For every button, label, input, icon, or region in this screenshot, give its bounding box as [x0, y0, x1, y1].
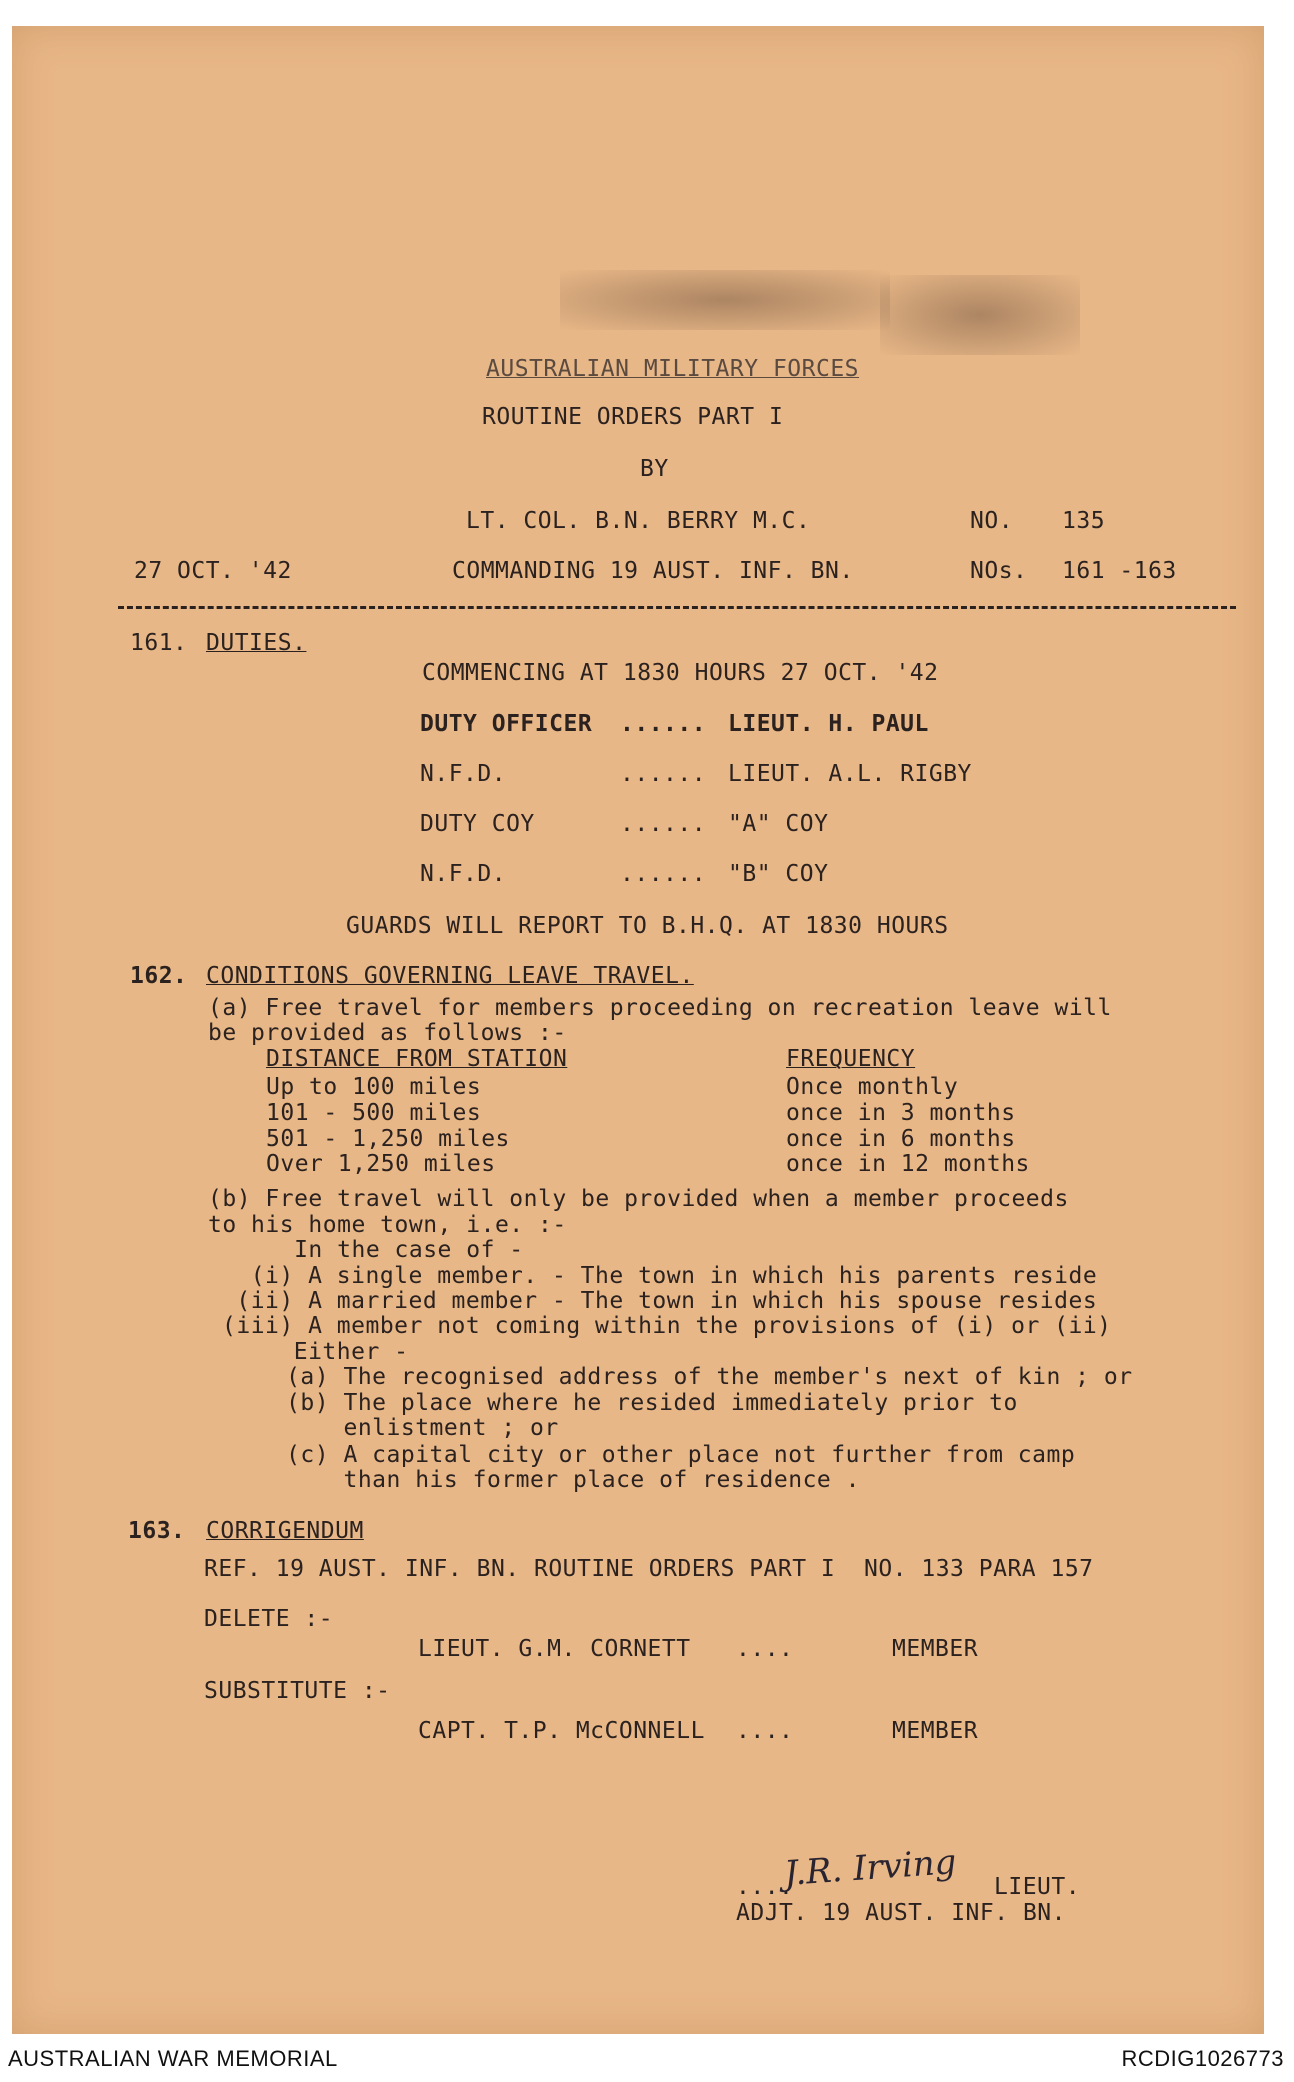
order-date: 27 OCT. '42 [134, 558, 292, 584]
archive-id: RCDIG1026773 [1121, 2046, 1284, 2071]
command-line: COMMANDING 19 AUST. INF. BN. [452, 558, 854, 584]
distance-column-header: DISTANCE FROM STATION [266, 1046, 568, 1072]
delete-name: LIEUT. G.M. CORNETT [418, 1636, 691, 1662]
order-no-value: 135 [1062, 508, 1106, 534]
para-b-line: (a) The recognised address of the member's next of kin ; or [200, 1364, 1133, 1390]
frequency-cell: once in 12 months [786, 1151, 1030, 1177]
duty-row-value: LIEUT. A.L. RIGBY [728, 761, 972, 787]
duties-commencing: COMMENCING AT 1830 HOURS 27 OCT. '42 [422, 660, 939, 686]
paras-label: NOs. [970, 558, 1028, 584]
archive-label: AUSTRALIAN WAR MEMORIAL [8, 2046, 338, 2071]
para-b-line: In the case of - [208, 1237, 524, 1263]
signature-rank: LIEUT. [994, 1874, 1081, 1900]
para-b-line: (b) Free travel will only be provided when a member proceeds [208, 1186, 1069, 1212]
para-163-title: CORRIGENDUM [206, 1518, 364, 1544]
substitute-label: SUBSTITUTE :- [204, 1678, 391, 1704]
para-b-line: (iii) A member not coming within the provisions of (i) or (ii) [222, 1313, 1112, 1339]
substitute-name: CAPT. T.P. McCONNELL [418, 1718, 705, 1744]
by-heading: BY [640, 456, 669, 482]
para-b-line: to his home town, i.e. :- [208, 1212, 567, 1238]
substitute-role: MEMBER [892, 1718, 979, 1744]
para-a-line: be provided as follows :- [208, 1020, 567, 1046]
delete-dots: .... [736, 1636, 794, 1662]
substitute-dots: .... [736, 1718, 794, 1744]
duty-row-value: "A" COY [728, 811, 829, 837]
delete-label: DELETE :- [204, 1606, 334, 1632]
duty-row-value: LIEUT. H. PAUL [728, 711, 929, 737]
para-162-number: 162. [130, 963, 188, 989]
para-b-line: (c) A capital city or other place not further from camp [200, 1442, 1076, 1468]
duty-row-dots: ...... [620, 861, 707, 887]
frequency-column-header: FREQUENCY [786, 1046, 916, 1072]
corrigendum-reference: REF. 19 AUST. INF. BN. ROUTINE ORDERS PART I NO. 133 PARA 157 [204, 1556, 1094, 1582]
duty-row-label: DUTY OFFICER [420, 711, 593, 737]
para-163-number: 163. [128, 1518, 186, 1544]
para-b-line: enlistment ; or [200, 1415, 559, 1441]
para-b-line: (b) The place where he resided immediately prior to [200, 1390, 1018, 1416]
distance-cell: Over 1,250 miles [266, 1151, 496, 1177]
guards-instruction: GUARDS WILL REPORT TO B.H.Q. AT 1830 HOURS [346, 913, 949, 939]
distance-cell: Up to 100 miles [266, 1074, 482, 1100]
para-161-title: DUTIES. [206, 630, 307, 656]
org-heading: AUSTRALIAN MILITARY FORCES [486, 356, 860, 382]
duty-row-dots: ...... [620, 711, 707, 737]
duty-row-value: "B" COY [728, 861, 829, 887]
duty-row-label: N.F.D. [420, 861, 507, 887]
frequency-cell: Once monthly [786, 1074, 959, 1100]
ink-smudge [560, 270, 890, 330]
signature-title: ADJT. 19 AUST. INF. BN. [736, 1900, 1066, 1926]
distance-cell: 501 - 1,250 miles [266, 1126, 510, 1152]
para-b-line: (ii) A married member - The town in which his spouse resides [222, 1288, 1098, 1314]
para-b-line: (i) A single member. - The town in which his parents reside [222, 1263, 1098, 1289]
para-b-line: than his former place of residence . [200, 1467, 860, 1493]
para-b-line: Either - [222, 1339, 409, 1365]
duty-row-dots: ...... [620, 811, 707, 837]
frequency-cell: once in 3 months [786, 1100, 1016, 1126]
ink-smudge [880, 275, 1080, 355]
order-no-label: NO. [970, 508, 1014, 534]
para-162-title: CONDITIONS GOVERNING LEAVE TRAVEL. [206, 963, 694, 989]
header-divider [118, 606, 1236, 609]
duty-row-label: N.F.D. [420, 761, 507, 787]
orders-heading: ROUTINE ORDERS PART I [482, 404, 784, 430]
handwritten-signature: J.R. Irving [782, 1842, 958, 1894]
delete-role: MEMBER [892, 1636, 979, 1662]
duty-row-dots: ...... [620, 761, 707, 787]
para-161-number: 161. [130, 630, 188, 656]
officer-name: LT. COL. B.N. BERRY M.C. [466, 508, 811, 534]
distance-cell: 101 - 500 miles [266, 1100, 482, 1126]
signature-dots: .... [736, 1874, 794, 1900]
frequency-cell: once in 6 months [786, 1126, 1016, 1152]
duty-row-label: DUTY COY [420, 811, 535, 837]
paras-value: 161 -163 [1062, 558, 1177, 584]
para-a-line: (a) Free travel for members proceeding on recreation leave will [208, 995, 1112, 1021]
